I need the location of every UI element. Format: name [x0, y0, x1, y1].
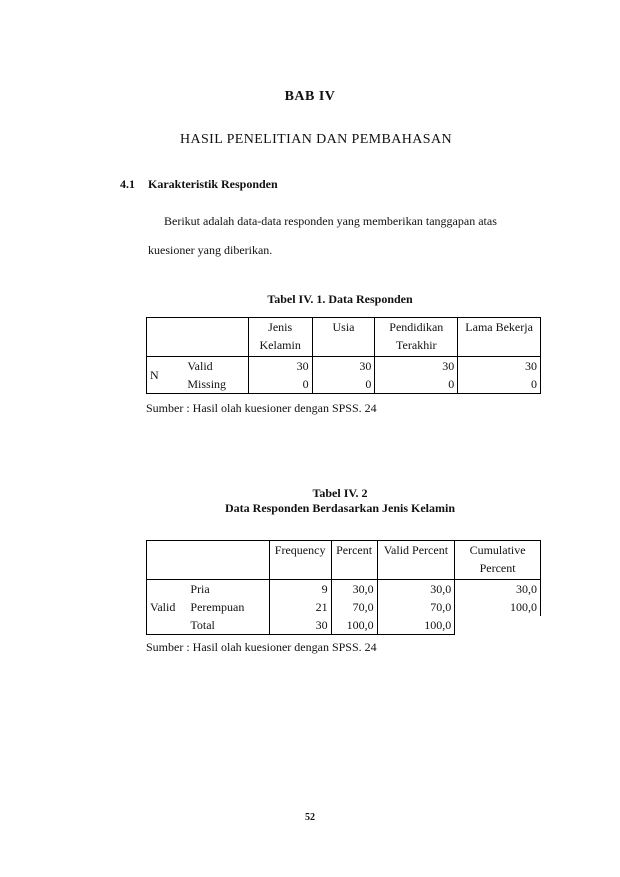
table1-cell: 30	[375, 357, 458, 376]
table1-cell: 30	[312, 357, 375, 376]
chapter-title: HASIL PENELITIAN DAN PEMBAHASAN	[179, 132, 453, 147]
section-title: Karakteristik Responden	[148, 177, 278, 191]
table1-cell: 0	[248, 375, 312, 394]
section-heading	[120, 177, 278, 192]
table2-cell: 70,0	[331, 598, 377, 616]
table1-n-label: N	[147, 357, 185, 394]
table2-corner-cell	[147, 541, 270, 580]
page-number: 52	[305, 812, 315, 823]
table1-corner-cell	[147, 318, 249, 357]
table2-header-frequency: Frequency	[269, 541, 331, 580]
table1-header-pendidikan: Pendidikan Terakhir	[375, 318, 458, 357]
table-row	[147, 580, 541, 599]
table2-cell	[455, 616, 541, 635]
table2-group-label: Valid	[147, 580, 188, 635]
table2-header-percent: Percent	[331, 541, 377, 580]
table1-header-usia: Usia	[312, 318, 375, 357]
table2-caption-line-2: Data Responden Berdasarkan Jenis Kelamin	[224, 501, 456, 515]
paragraph-line-1: Berikut adalah data-data responden yang memberikan tanggapan atas	[164, 214, 497, 228]
paragraph-line-2: kuesioner yang diberikan.	[148, 243, 273, 257]
table1	[146, 317, 541, 394]
table2-header-cumulative: Cumulative Percent	[455, 541, 541, 580]
table2-cell: 21	[269, 598, 331, 616]
table2-cell: 100,0	[377, 616, 455, 635]
table2-row-label: Perempuan	[190, 600, 245, 614]
table2-cell: 30,0	[455, 580, 541, 599]
table2-header-valid-percent: Valid Percent	[377, 541, 455, 580]
table1-source: Sumber : Hasil olah kuesioner dengan SPSS. 24	[146, 401, 377, 415]
table1-cell: 0	[312, 375, 375, 394]
table2-cell: 30	[269, 616, 331, 635]
table2-cell: 100,0	[455, 598, 541, 616]
table-row	[147, 375, 541, 394]
table2-cell: 30,0	[377, 580, 455, 599]
table2-caption-line-1: Tabel IV. 2	[312, 486, 368, 500]
table2-row-label: Total	[187, 616, 269, 635]
table2-cell: 70,0	[377, 598, 455, 616]
chapter-heading: BAB IV	[284, 89, 336, 104]
table1-cell: 0	[458, 375, 541, 394]
table2-cell: 100,0	[331, 616, 377, 635]
table1-caption: Tabel IV. 1. Data Responden	[267, 292, 413, 306]
table1-header-row	[147, 318, 541, 357]
table2	[146, 540, 541, 635]
table2-source: Sumber : Hasil olah kuesioner dengan SPSS. 24	[146, 640, 377, 654]
table1-header-lama-bekerja: Lama Bekerja	[458, 318, 541, 357]
table1-cell: 0	[375, 375, 458, 394]
section-number: 4.1	[120, 177, 135, 191]
table2-cell: 9	[269, 580, 331, 599]
table-row	[147, 357, 541, 376]
table1-cell: 30	[248, 357, 312, 376]
table2-row-label: Pria	[190, 582, 210, 596]
table2-cell: 30,0	[331, 580, 377, 599]
table1-row-label: Valid	[187, 359, 213, 373]
table-row	[147, 598, 541, 616]
table1-row-label: Missing	[184, 375, 248, 394]
table2-header-row	[147, 541, 541, 580]
table-row	[147, 616, 541, 635]
intro-paragraph	[148, 207, 533, 265]
table1-header-jenis-kelamin: Jenis Kelamin	[248, 318, 312, 357]
table1-cell: 30	[458, 357, 541, 376]
